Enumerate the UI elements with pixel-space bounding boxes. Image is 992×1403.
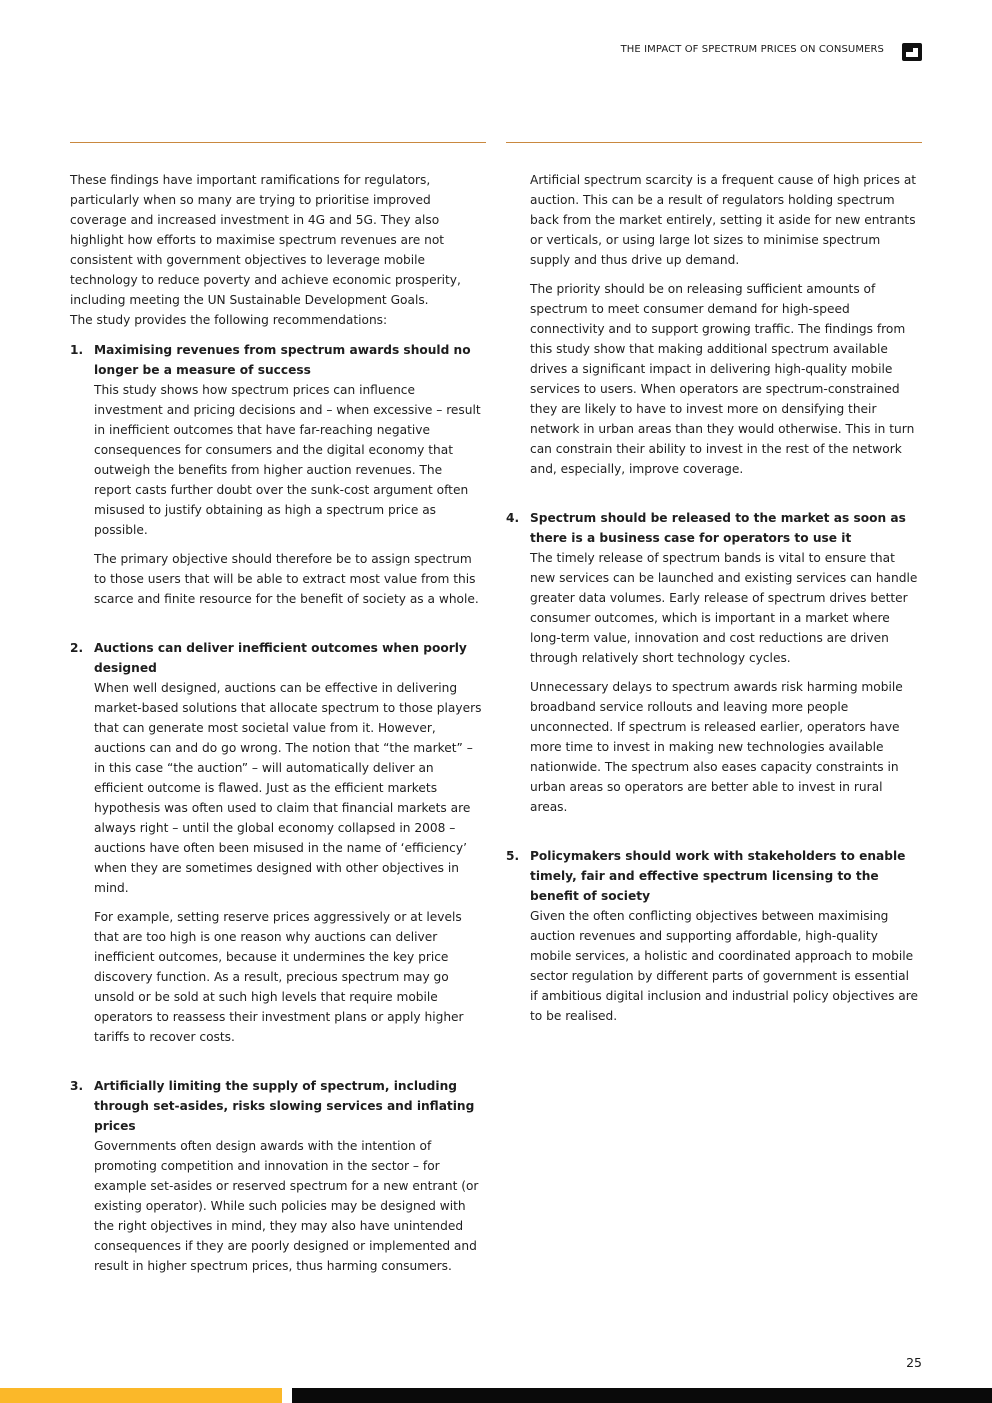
recommendation-paragraph: Given the often conflicting objectives between maximising auction revenues and supporting affordable, high-quality mobile services, a holistic and coordinated approach to mobile sector regulation by different parts of government is essential if ambitious digital inclusion and industrial policy objectives are to be realised. [530, 909, 919, 1023]
recommendation-paragraph: Unnecessary delays to spectrum awards risk harming mobile broadband service rollouts and leaving more people unconnected. If spectrum is released earlier, operators have more time to invest in making new technologies available nationwide. The spectrum also eases capacity constraints in urban areas so operators are better able to invest in rural areas. [530, 680, 903, 814]
recommendation-paragraph: The priority should be on releasing sufficient amounts of spectrum to meet consumer demand for high-speed connectivity and to support growing traffic. The findings from this study show that making additional spectrum available drives a significant impact in delivering high-quality mobile services to users. When operators are spectrum-constrained they are likely to have to invest more on densifying their network in urban areas than they would otherwise. This in turn can constrain their ability to invest in the rest of the network and, especially, improve coverage. [530, 282, 915, 476]
intro-paragraph: These findings have important ramifications for regulators, particularly when so many are trying to prioritise improved coverage and increased investment in 4G and 5G. They also highlight how efforts to maximise spectrum revenues are not consistent with government objectives to leverage mobile technology to reduce poverty and achieve economic prosperity, including meeting the UN Sustainable Development Goals. [70, 173, 461, 307]
page-number: 25 [906, 1355, 922, 1370]
recommendation-paragraph: Artificial spectrum scarcity is a frequent cause of high prices at auction. This can be a result of regulators holding spectrum back from the market entirely, setting it aside for new entrants or verticals, or using large lot sizes to minimise spectrum supply and thus drive up demand. [530, 173, 917, 267]
recommendation-5 [506, 846, 918, 1026]
footer-black-bar [292, 1388, 992, 1403]
recommendation-heading: Spectrum should be released to the market as soon as there is a business case for operators to use it [530, 511, 906, 545]
recommendation-paragraph: The primary objective should therefore be to assign spectrum to those users that will be able to extract most value from this scarce and finite resource for the benefit of society as a whole. [94, 552, 479, 606]
recommendation-heading: Policymakers should work with stakeholders to enable timely, fair and effective spectrum licensing to the benefit of society [530, 849, 906, 903]
recommendation-number: 1. [70, 343, 84, 357]
recommendation-heading: Maximising revenues from spectrum awards should no longer be a measure of success [94, 343, 471, 377]
recommendation-3 [70, 1076, 482, 1276]
recommendation-number: 3. [70, 1079, 84, 1093]
recommendation-number: 2. [70, 641, 84, 655]
footer-yellow-bar [0, 1388, 282, 1403]
recommendation-heading: Auctions can deliver inefficient outcomes when poorly designed [94, 641, 467, 675]
recommendation-4 [506, 508, 918, 817]
left-column-rule [70, 142, 486, 143]
header-title: THE IMPACT OF SPECTRUM PRICES ON CONSUMERS [620, 44, 884, 55]
recommendation-heading: Artificially limiting the supply of spectrum, including through set-asides, risks slowing services and inflating prices [94, 1079, 475, 1133]
recommendation-paragraph: When well designed, auctions can be effective in delivering market-based solutions that allocate spectrum to those players that can generate most societal value from it. However, auctions can and do go wrong. The notion that “the market” – in this case “the auction” – will automatically deliver an efficient outcome is flawed. Just as the efficient markets hypothesis was often used to claim that financial markets are always right – until the global economy collapsed in 2008 – auctions have often been misused in the name of ‘efficiency’ when they are sometimes designed with other objectives in mind. [94, 681, 482, 895]
recommendation-paragraph: For example, setting reserve prices aggressively or at levels that are too high is one reason why auctions can deliver inefficient outcomes, because it undermines the key price discovery function. As a result, precious spectrum may go unsold or be sold at such high levels that require mobile operators to reassess their investment plans or apply higher tariffs to recover costs. [94, 910, 464, 1044]
right-column [506, 170, 918, 1026]
recommendations-lead: The study provides the following recommendations: [70, 313, 388, 327]
recommendation-number: 4. [506, 511, 520, 525]
left-column [70, 170, 482, 1276]
recommendation-paragraph: This study shows how spectrum prices can influence investment and pricing decisions and – when excessive – result in inefficient outcomes that have far-reaching negative consequences for consumers and the digital economy that outweigh the benefits from higher auction revenues. The report casts further doubt over the sunk-cost argument often misused to justify obtaining as high a spectrum price as possible. [94, 383, 481, 537]
recommendation-3-continued [506, 170, 918, 479]
gsma-logo-icon [902, 43, 922, 61]
recommendation-number: 5. [506, 849, 520, 863]
recommendation-paragraph: The timely release of spectrum bands is vital to ensure that new services can be launched and existing services can handle greater data volumes. Early release of spectrum drives better consumer outcomes, which is important in a market where long-term value, innovation and cost reductions are driven through relatively short technology cycles. [530, 551, 918, 665]
recommendation-1 [70, 340, 482, 609]
recommendation-paragraph: Governments often design awards with the intention of promoting competition and innovation in the sector – for example set-asides or reserved spectrum for a new entrant (or existing operator). While such policies may be designed with the right objectives in mind, they may also have unintended consequences if they are poorly designed or implemented and result in higher spectrum prices, thus harming consumers. [94, 1139, 479, 1273]
recommendation-2 [70, 638, 482, 1047]
right-column-rule [506, 142, 922, 143]
